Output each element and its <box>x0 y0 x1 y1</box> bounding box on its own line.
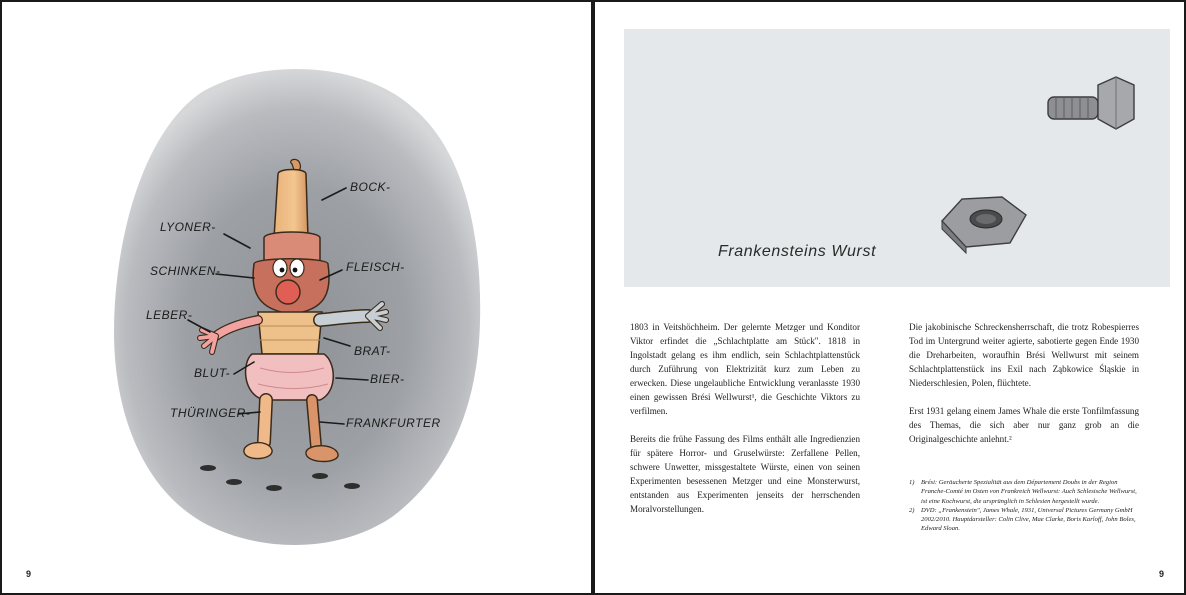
text-column-left <box>630 320 860 530</box>
page-number-left: 9 <box>26 569 32 579</box>
brat-sausage <box>258 312 322 354</box>
right-foot <box>306 446 338 462</box>
bock-sausage <box>274 170 308 239</box>
label-schinken: SCHINKEN- <box>150 264 221 278</box>
nose <box>276 280 300 304</box>
paragraph: 1803 in Veitshöchheim. Der gelernte Metzger und Konditor Viktor erfindet die „Schlachtplatte am Stück". 1818 in Ingolstadt gelang es ihm endlich, sein Schlachtplattenstück durch Zuführung von Elektrizität kurz zum Leben zu erwecken. Diese ungelaubliche Entwicklung veranlasste 1930 einen gewissen Brési Wellwurst¹, die Geschichte Viktors zu verfilmen. <box>630 322 860 416</box>
label-bock: BOCK- <box>350 180 391 194</box>
paragraph: Bereits die frühe Fassung des Films enthält alle Ingredienzien für spätere Horror- und Gruselwürste: Zerfallene Pellen, schwere Unwetter, missgestaltete Würste, einen von seinen Experimenten besessenen Metzger und eine Monsterwurst, entstanden aus Experimenten jenseits der herrschenden Moralvorstellungen. <box>630 434 860 514</box>
label-thueringer: THÜRINGER- <box>170 406 251 420</box>
bier-sausage <box>246 354 334 400</box>
paragraph: Die jakobinische Schreckensherrschaft, die trotz Robespierres Tod im Untergrund weiter agierte, sabotierte gegen Ende 1930 die Dreharbeiten, woraufhin Brési Wellwurst mit seinem Schlachtplattenstück ins Exil nach Ząbkowice Śląskie in Niederschlesien, Polen, flüchtete. <box>909 322 1139 388</box>
chapter-title: Frankensteins Wurst <box>718 243 877 260</box>
paragraph: Erst 1931 gelang einem James Whale die erste Tonfilmfassung des Themas, die sich aber nur ganz grob an die Originalgeschichte anlehnt.² <box>909 406 1139 444</box>
chapter-header-panel <box>624 29 1170 287</box>
footnote-marker: 2) <box>909 506 915 514</box>
nut-icon <box>936 191 1032 255</box>
footnote-text: DVD: „Frankenstein", James Whale, 1931, Universal Pictures Germany GmbH 2002/2010. Hauptdarsteller: Colin Clive, Mae Clarke, Boris Karloff, John Boles, Edward Sloan. <box>921 506 1136 533</box>
page-number-right: 9 <box>1158 569 1164 579</box>
footnote <box>909 478 1141 506</box>
bolt-icon <box>1040 71 1140 141</box>
left-page <box>2 2 591 593</box>
footnote-marker: 1) <box>909 479 915 486</box>
footnote-text: Brési: Geräucherte Spezialität aus dem Département Doubs in der Region Franche-Comté im Osten von Frankreich Wellwurst: Auch Schlesische Wellwurst, ist eine Kochwurst, die ursprünglich in Schlesien hergestellt wurde. <box>921 479 1137 505</box>
right-page <box>595 2 1184 593</box>
label-frankfurter: FRANKFURTER <box>346 416 441 430</box>
footnotes <box>909 478 1141 534</box>
label-fleisch: FLEISCH- <box>346 260 405 274</box>
label-leber: LEBER- <box>146 308 193 322</box>
sausage-monster-illustration <box>2 2 591 593</box>
label-blut: BLUT- <box>194 366 231 380</box>
footnote <box>909 506 1141 534</box>
text-column-right <box>909 320 1139 460</box>
label-brat: BRAT- <box>354 344 391 358</box>
label-lyoner: LYONER- <box>160 220 216 234</box>
left-foot <box>244 443 272 459</box>
label-bier: BIER- <box>370 372 405 386</box>
